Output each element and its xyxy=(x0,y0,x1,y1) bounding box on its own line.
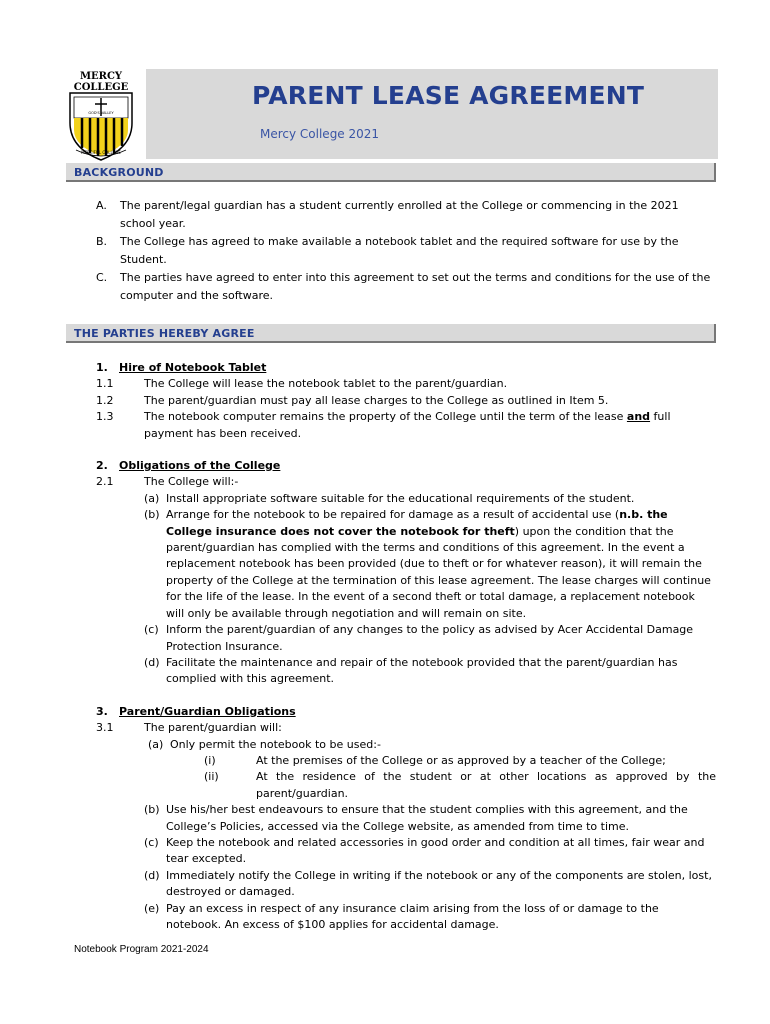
sub-label: (a) xyxy=(144,491,160,505)
clause-2-1 xyxy=(96,474,716,490)
sub-label: (b) xyxy=(144,803,160,817)
page-subtitle: Mercy College 2021 xyxy=(260,127,380,141)
roman-text: At the premises of the College or as approved by a teacher of the College; xyxy=(256,753,666,767)
section-agree-title: THE PARTIES HEREBY AGREE xyxy=(74,327,255,340)
section-3-heading xyxy=(96,704,716,720)
clause-1-2 xyxy=(96,393,716,409)
sub-text: Inform the parent/guardian of any changes to the policy as advised by Acer Accidental Damage Protection Insurance. xyxy=(166,623,694,653)
item-label: B. xyxy=(96,235,108,248)
sub-text-cont: ) upon the condition that the parent/guardian has complied with the terms and conditions of this agreement. In the event a replacement notebook has been provided (due to theft or for whatever reason), it will remain the property of the College at the termination of this lease agreement. The lease charges will continue for the life of the lease. In the event of a second theft or total damage, a replacement notebook will only be available through negotiation and will remain on site. xyxy=(166,524,711,620)
item-text: The parties have agreed to enter into this agreement to set out the terms and conditions for the use of the computer and the software. xyxy=(120,271,711,302)
logo-seal-text: GOD'S VALLEY xyxy=(88,111,114,115)
page-title: PARENT LEASE AGREEMENT xyxy=(252,81,645,110)
clause-3-1-d xyxy=(96,868,716,901)
clause-number: 3.1 xyxy=(96,721,114,735)
sub-text: Immediately notify the College in writing if the notebook or any of the components are stolen, lost, destroyed or damaged. xyxy=(166,868,712,899)
college-logo xyxy=(62,68,140,162)
clause-number: 1.1 xyxy=(96,377,114,391)
section-number: 2. xyxy=(96,459,108,473)
section-number: 3. xyxy=(96,704,108,718)
sub-label: (c) xyxy=(144,623,159,637)
background-item-c xyxy=(96,269,712,305)
clause-number: 2.1 xyxy=(96,475,114,489)
sub-label: (d) xyxy=(144,655,160,669)
insurance-note: n.b. the College insurance does not cover the notebook for theft xyxy=(166,508,668,538)
clause-1-1 xyxy=(96,376,716,392)
item-label: A. xyxy=(96,199,107,212)
clause-text: The College will:- xyxy=(144,475,239,489)
page-footer: Notebook Program 2021-2024 xyxy=(74,944,209,955)
clause-number: 1.2 xyxy=(96,393,114,407)
section-number: 1. xyxy=(96,361,108,374)
sub-text: Only permit the notebook to be used:- xyxy=(170,737,381,751)
sub-label: (d) xyxy=(144,868,160,882)
roman-label: (i) xyxy=(204,753,216,767)
logo-line1: MERCY xyxy=(79,71,123,82)
sub-text: Install appropriate software suitable for the educational requirements of the student. xyxy=(166,491,635,505)
background-item-b xyxy=(96,233,712,269)
sub-label: (e) xyxy=(144,901,160,915)
clause-3-1-c xyxy=(96,835,716,868)
sub-label: (b) xyxy=(144,508,160,522)
background-item-a xyxy=(96,197,712,233)
sub-text: Pay an excess in respect of any insurance claim arising from the loss of or damage to the notebook. An excess of $100 applies for accidental damage. xyxy=(166,901,659,931)
sub-text: Use his/her best endeavours to ensure that the student complies with this agreement, and the College’s Policies, accessed via the College website, as amended from time to time. xyxy=(166,803,688,833)
clause-text: The College will lease the notebook tablet to the parent/guardian. xyxy=(144,377,508,391)
clause-text: The notebook computer remains the property of the College until the term of the lease xyxy=(144,410,627,424)
agreement-clauses xyxy=(96,360,716,933)
clause-number: 1.3 xyxy=(96,410,114,424)
clause-text-cont: full payment has been received. xyxy=(144,410,671,440)
clause-3-1-a xyxy=(96,737,716,753)
section-title: Hire of Notebook Tablet xyxy=(119,361,267,374)
sub-label: (a) xyxy=(148,737,164,751)
emphasis-and: and xyxy=(626,410,651,424)
sub-label: (c) xyxy=(144,835,159,849)
item-text: The College has agreed to make available a notebook tablet and the required software for use by the Student. xyxy=(120,235,679,266)
section-background-header xyxy=(66,163,716,182)
clause-3-1-a-i xyxy=(96,753,716,769)
section-background-title: BACKGROUND xyxy=(74,166,164,179)
background-list xyxy=(96,197,712,305)
sub-text: Facilitate the maintenance and repair of the notebook provided that the parent/guardian has complied with this agreement. xyxy=(166,655,678,686)
clause-2-1-b xyxy=(96,507,716,622)
logo-motto: MERCIFUL COLLEGE xyxy=(81,150,121,155)
clause-3-1-b xyxy=(96,802,716,835)
item-text: The parent/legal guardian has a student currently enrolled at the College or commencing in the 2021 school year. xyxy=(120,199,679,230)
item-label: C. xyxy=(96,271,108,284)
clause-1-3 xyxy=(96,409,716,442)
clause-2-1-c xyxy=(96,622,716,655)
section-2-heading xyxy=(96,458,716,474)
clause-3-1-a-ii xyxy=(96,769,716,802)
clause-3-1 xyxy=(96,720,716,736)
clause-text: The parent/guardian must pay all lease charges to the College as outlined in Item 5. xyxy=(144,393,609,407)
roman-label: (ii) xyxy=(204,770,219,784)
title-banner xyxy=(146,69,718,159)
section-title: Obligations of the College xyxy=(119,459,281,473)
section-1-heading xyxy=(96,360,716,376)
sub-text: Arrange for the notebook to be repaired for damage as a result of accidental use ( xyxy=(166,508,620,522)
sub-text: Keep the notebook and related accessories in good order and condition at all times, fair wear and tear excepted. xyxy=(166,835,705,866)
section-agree-header xyxy=(66,324,716,343)
clause-2-1-a xyxy=(96,491,716,507)
clause-text: The parent/guardian will: xyxy=(144,721,282,735)
roman-text: At the residence of the student or at other locations as approved by the parent/guardian. xyxy=(256,770,716,800)
clause-2-1-d xyxy=(96,655,716,688)
clause-3-1-e xyxy=(96,901,716,934)
logo-line2: COLLEGE xyxy=(73,82,129,93)
section-title: Parent/Guardian Obligations xyxy=(119,704,296,718)
